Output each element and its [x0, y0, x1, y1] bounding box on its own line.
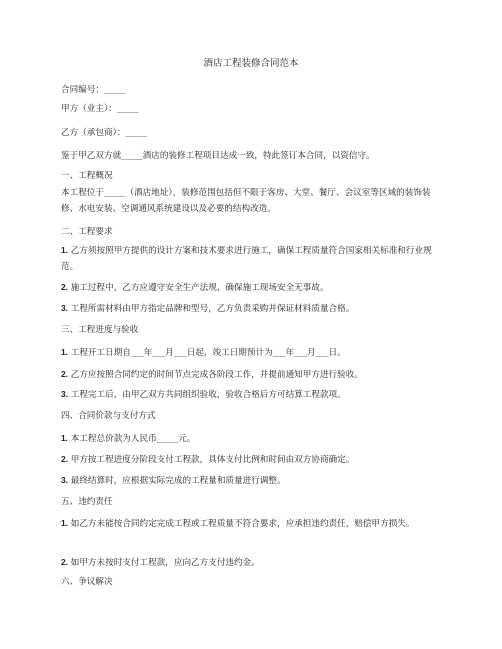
- item-number: 2.: [61, 369, 68, 379]
- section-6-heading: 六、争议解决: [61, 577, 113, 587]
- item-number: 2.: [61, 282, 68, 292]
- item-number: 2.: [61, 454, 68, 464]
- section-3-heading: 三、工程进度与验收: [61, 325, 139, 335]
- item-number: 3.: [61, 475, 68, 485]
- item-text: 如乙方未能按合同约定完成工程或工程质量不符合要求，应承担违约责任，赔偿甲方损失。: [68, 519, 415, 529]
- item-text: 甲方按工程进度分阶段支付工程款，具体支付比例和时间由双方协商确定。: [68, 455, 355, 465]
- document-title: 酒店工程装修合同范本: [203, 58, 299, 69]
- section-2-item-3: [61, 300, 439, 317]
- section-2-heading: 二、工程要求: [61, 227, 113, 237]
- section-2-item-1: [61, 242, 439, 275]
- party-a-line: 甲方（业主）：_____: [61, 104, 139, 114]
- item-number: 1.: [61, 347, 68, 357]
- section-1-heading: 一、工程概况: [61, 171, 113, 181]
- item-number: 1.: [61, 433, 68, 443]
- section-4-item-1: [61, 430, 439, 447]
- section-3-item-1: [61, 344, 439, 361]
- section-4-item-3: [61, 472, 439, 489]
- party-b-line: 乙方（承包商）：_____: [61, 128, 147, 138]
- section-1-body: 本工程位于_____（酒店地址），装修范围包括但不限于客房、大堂、餐厅、会议室等区域的装饰装修、水电安装、空调通风系统建设以及必要的结构改造。: [61, 188, 431, 214]
- item-number: 2.: [61, 557, 68, 567]
- item-text: 乙方应按照合同约定的时间节点完成各阶段工作，并提前通知甲方进行验收。: [68, 370, 363, 380]
- item-number: 1.: [61, 245, 68, 255]
- item-text: 工程开工日期自___年___月___日起，竣工日期预计为___年___月___日。: [68, 348, 346, 358]
- section-3-item-3: [61, 386, 439, 403]
- item-number: 3.: [61, 303, 68, 313]
- item-text: 工程所需材料由甲方指定品牌和型号，乙方负责采购并保证材料质量合格。: [68, 304, 355, 314]
- section-5-heading: 五、违约责任: [61, 497, 113, 507]
- item-text: 如甲方未按时支付工程款，应向乙方支付违约金。: [68, 558, 260, 568]
- section-5-item-2: [61, 554, 439, 571]
- item-text: 工程完工后，由甲乙双方共同组织验收，验收合格后方可结算工程款项。: [68, 390, 346, 400]
- item-number: 1.: [61, 518, 68, 528]
- section-4-heading: 四、合同价款与支付方式: [61, 411, 156, 421]
- section-3-item-2: [61, 366, 439, 383]
- item-text: 最终结算时，应根据实际完成的工程量和质量进行调整。: [68, 476, 286, 486]
- item-text: 乙方须按照甲方提供的设计方案和技术要求进行施工，确保工程质量符合国家相关标准和行业规范。: [61, 246, 432, 272]
- contract-number: 合同编号：_____: [61, 85, 126, 95]
- item-number: 3.: [61, 389, 68, 399]
- section-2-item-2: [61, 279, 439, 296]
- item-text: 本工程总价款为人民币_____元。: [68, 434, 196, 444]
- section-5-item-1: [61, 515, 439, 532]
- item-text: 施工过程中，乙方应遵守安全生产法规，确保施工现场安全无事故。: [68, 283, 329, 293]
- section-4-item-2: [61, 451, 439, 468]
- intro-paragraph: 鉴于甲乙双方就_____酒店的装修工程项目达成一致，特此签订本合同，以资信守。: [61, 151, 375, 161]
